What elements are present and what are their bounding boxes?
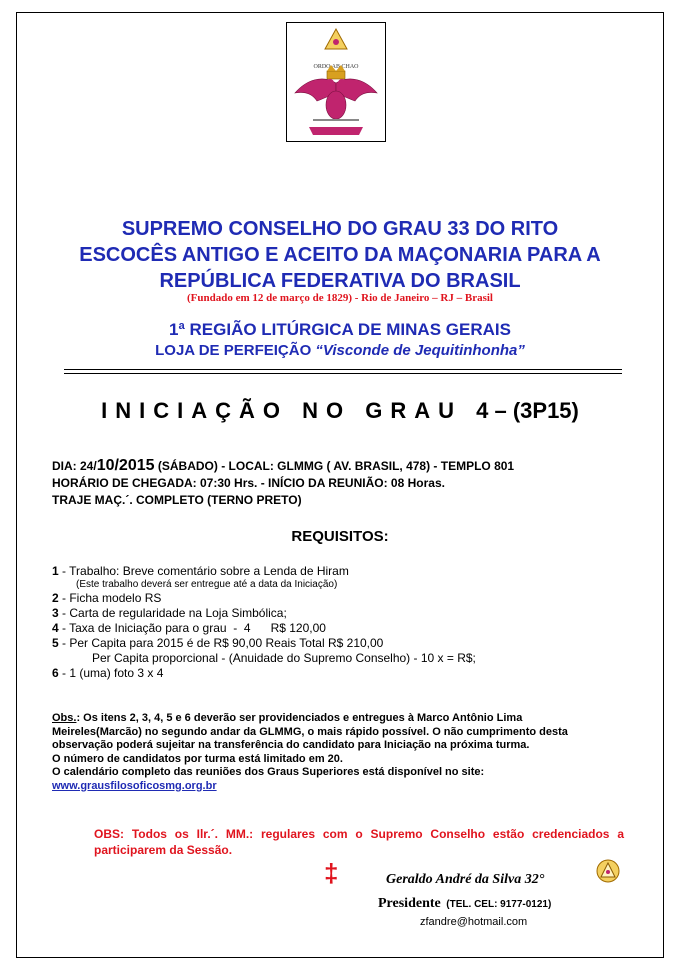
item-text: - Carta de regularidade na Loja Simbólica; <box>58 606 287 620</box>
item-text: - 1 (uma) foto 3 x 4 <box>58 666 164 680</box>
item-text: - Taxa de Iniciação para o grau - 4 R$ 120,00 <box>58 621 326 635</box>
loja-title <box>20 342 660 359</box>
list-item <box>52 636 476 651</box>
obs-line: observação poderá sujeitar na transferência do candidato para Iniciação na próxima turma. <box>52 739 530 751</box>
title-block <box>20 216 660 294</box>
item-number: 6 <box>52 666 59 680</box>
divider <box>64 369 622 370</box>
title-line: REPÚBLICA FEDERATIVA DO BRASIL <box>159 270 521 292</box>
event-title <box>0 398 680 424</box>
obs-line <box>52 780 632 794</box>
founded-note: (Fundado em 12 de março de 1829) - Rio de Janeiro – RJ – Brasil <box>187 292 493 304</box>
cross-of-lorraine-icon: ‡ <box>324 858 339 888</box>
requirements-title: REQUISITOS: <box>291 528 389 545</box>
event-title-grade: 4 – (3P15) <box>476 398 579 423</box>
loja-prefix: LOJA DE PERFEIÇÃO <box>155 342 316 359</box>
obs-label: Obs. <box>52 712 77 724</box>
loja-name: “Visconde de Jequitinhonha” <box>315 342 525 359</box>
event-date-line <box>52 457 514 475</box>
svg-text:ORDO AB CHAO: ORDO AB CHAO <box>313 64 359 70</box>
phone: (TEL. CEL: 9177-0121) <box>440 899 552 910</box>
obs-line: O número de candidatos por turma está limitado em 20. <box>52 752 343 765</box>
arrival-line: HORÁRIO DE CHEGADA: 07:30 Hrs. - INÍCIO DA REUNIÃO: 08 Horas. <box>52 476 445 490</box>
email: zfandre@hotmail.com <box>420 916 528 928</box>
obs-line: Meireles(Marcão) no segundo andar da GLMMG, o mais rápido possível. O não cumprimento desta <box>52 725 568 738</box>
list-item <box>52 666 476 681</box>
item-text: - Trabalho: Breve comentário sobre a Lenda de Hiram <box>58 564 349 578</box>
date-location: (SÁBADO) - LOCAL: GLMMG ( AV. BRASIL, 478) - TEMPLO 801 <box>154 459 515 473</box>
item-number: 3 <box>52 606 59 620</box>
double-headed-eagle-icon <box>287 23 385 141</box>
triangle-emblem-icon <box>596 858 620 884</box>
title-line: SUPREMO CONSELHO DO GRAU 33 DO RITO <box>121 218 559 240</box>
emblem-frame <box>286 22 386 142</box>
divider <box>64 373 622 374</box>
item-number: 2 <box>52 591 59 605</box>
list-item <box>52 564 476 579</box>
list-note: (Este trabalho deverá ser entregue até a data da Iniciação) <box>76 579 338 590</box>
region-title: 1ª REGIÃO LITÚRGICA DE MINAS GERAIS <box>169 320 511 339</box>
date-label: DIA: 24/ <box>52 459 97 473</box>
item-text: - Ficha modelo RS <box>58 591 162 605</box>
title-line: ESCOCÊS ANTIGO E ACEITO DA MAÇONARIA PARA A <box>79 244 601 266</box>
list-item <box>52 606 476 621</box>
event-title-main: INICIAÇÃO NO GRAU <box>101 398 463 423</box>
item-text: - Per Capita para 2015 é de R$ 90,00 Reais Total R$ 210,00 <box>58 636 384 650</box>
list-item <box>52 621 476 636</box>
signatory-name: Geraldo André da Silva 32° <box>386 872 545 887</box>
obs-line: O calendário completo das reuniões dos Graus Superiores está disponível no site: <box>52 766 485 778</box>
site-link[interactable]: www.grausfilosoficosmg.org.br <box>52 779 217 792</box>
role-label: Presidente <box>378 896 441 911</box>
date-value: 10/2015 <box>96 457 155 474</box>
obs-text: : Os itens 2, 3, 4, 5 e 6 deverão ser providenciados e entregues à Marco Antônio Lima <box>76 712 523 724</box>
item-number: 5 <box>52 636 59 650</box>
obs-line <box>52 712 632 726</box>
requirements-list <box>52 564 476 681</box>
signatory-role <box>378 896 551 912</box>
observations <box>52 712 632 793</box>
dress-line: TRAJE MAÇ.´. COMPLETO (TERNO PRETO) <box>52 493 302 507</box>
item-number: 4 <box>52 621 59 635</box>
credentials-note: OBS: Todos os Ilr.´. MM.: regulares com o Supremo Conselho estão credenciados a participarem da Sessão. <box>94 827 624 857</box>
item-number: 1 <box>52 564 59 578</box>
list-item <box>52 591 476 606</box>
event-details <box>52 457 514 509</box>
list-subitem: Per Capita proporcional - (Anuidade do Supremo Conselho) - 10 x = R$; <box>92 651 476 665</box>
